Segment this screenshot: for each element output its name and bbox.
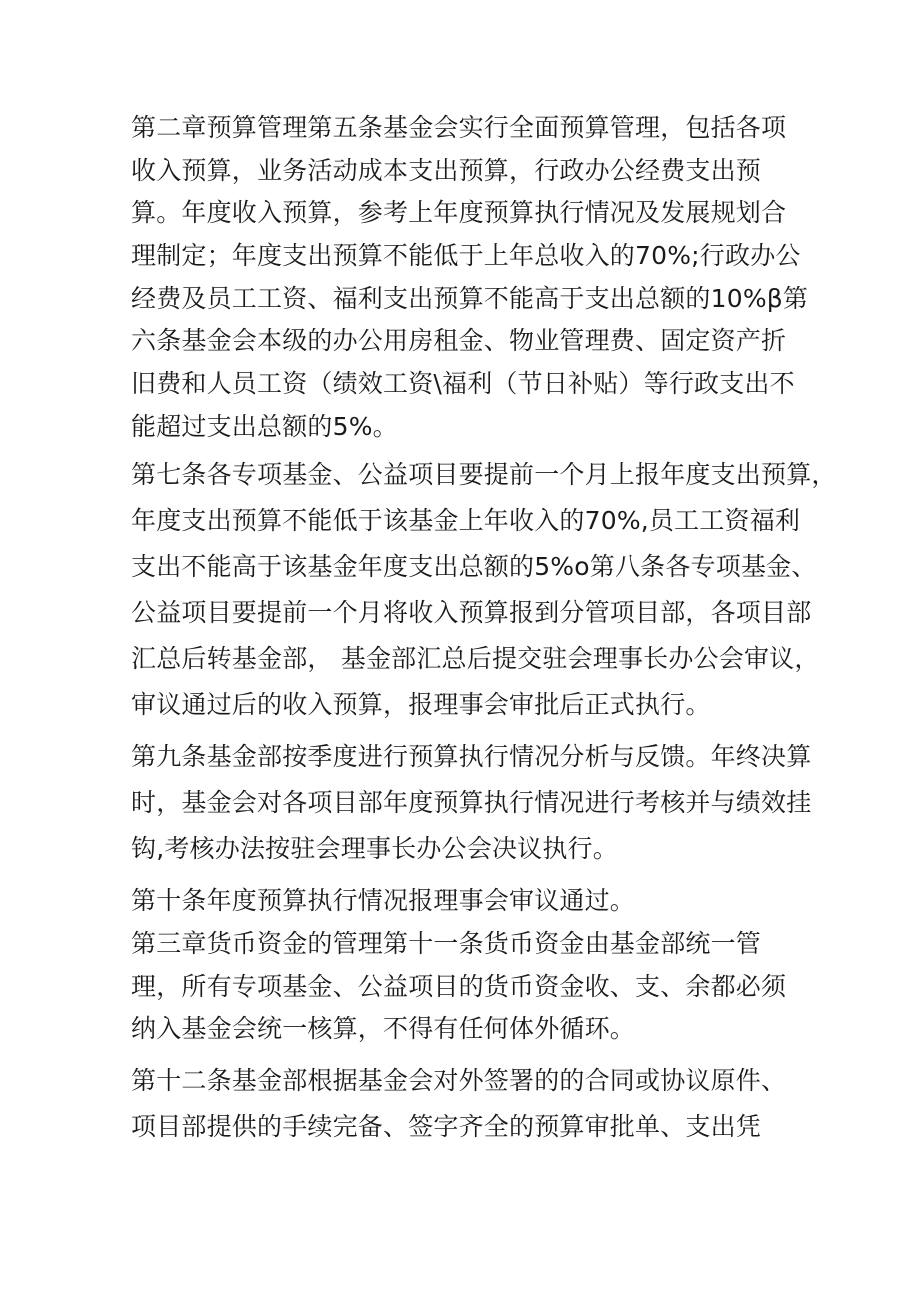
text-line: 汇总后转基金部， 基金部汇总后提交驻会理事长办公会审议， — [131, 644, 820, 673]
text-line: 经费及员工工资、福利支出预算不能高于支出总额的10%β第 — [131, 284, 809, 313]
text-line: 支出不能高于该基金年度支出总额的5%o第八条各专项基金、 — [131, 552, 817, 581]
text-line: 理，所有专项基金、公益项目的货币资金收、支、余都必须 — [131, 972, 787, 1001]
text-line: 理制定；年度支出预算不能低于上年总收入的70%;行政办公 — [131, 241, 801, 270]
text-line: 第三章货币资金的管理第十一条货币资金由基金部统一管 — [131, 929, 762, 958]
text-line: 算。年度收入预算，参考上年度预算执行情况及发展规划合 — [131, 198, 787, 227]
text-line: 旧费和人员工资（绩效工资\福利（节日补贴）等行政支出不 — [131, 369, 795, 398]
text-line: 第十二条基金部根据基金会对外签署的的合同或协议原件、 — [131, 1066, 787, 1095]
text-line: 六条基金会本级的办公用房租金、物业管理费、固定资产折 — [131, 326, 787, 355]
text-line: 纳入基金会统一核算，不得有任何体外循环。 — [131, 1014, 636, 1043]
text-line: 第二章预算管理第五条基金会实行全面预算管理，包括各项 — [131, 113, 787, 142]
text-line: 收入预算，业务活动成本支出预算，行政办公经费支出预 — [131, 156, 762, 185]
text-line: 第七条各专项基金、公益项目要提前一个月上报年度支出预算， — [131, 460, 837, 489]
text-line: 第九条基金部按季度进行预算执行情况分析与反馈。年终决算 — [131, 742, 812, 771]
text-line: 第十条年度预算执行情况报理事会审议通过。 — [131, 886, 636, 915]
text-line: 年度支出预算不能低于该基金上年收入的70%,员工工资福利 — [131, 506, 801, 535]
text-line: 时，基金会对各项目部年度预算执行情况进行考核并与绩效挂 — [131, 788, 812, 817]
text-line: 钩,考核办法按驻会理事长办公会决议执行。 — [131, 834, 618, 863]
text-line: 项目部提供的手续完备、签字齐全的预算审批单、支出凭 — [131, 1112, 762, 1141]
text-line: 能超过支出总额的5%。 — [131, 412, 398, 441]
text-line: 公益项目要提前一个月将收入预算报到分管项目部，各项目部 — [131, 598, 812, 627]
text-line: 审议通过后的收入预算，报理事会审批后正式执行。 — [131, 690, 711, 719]
